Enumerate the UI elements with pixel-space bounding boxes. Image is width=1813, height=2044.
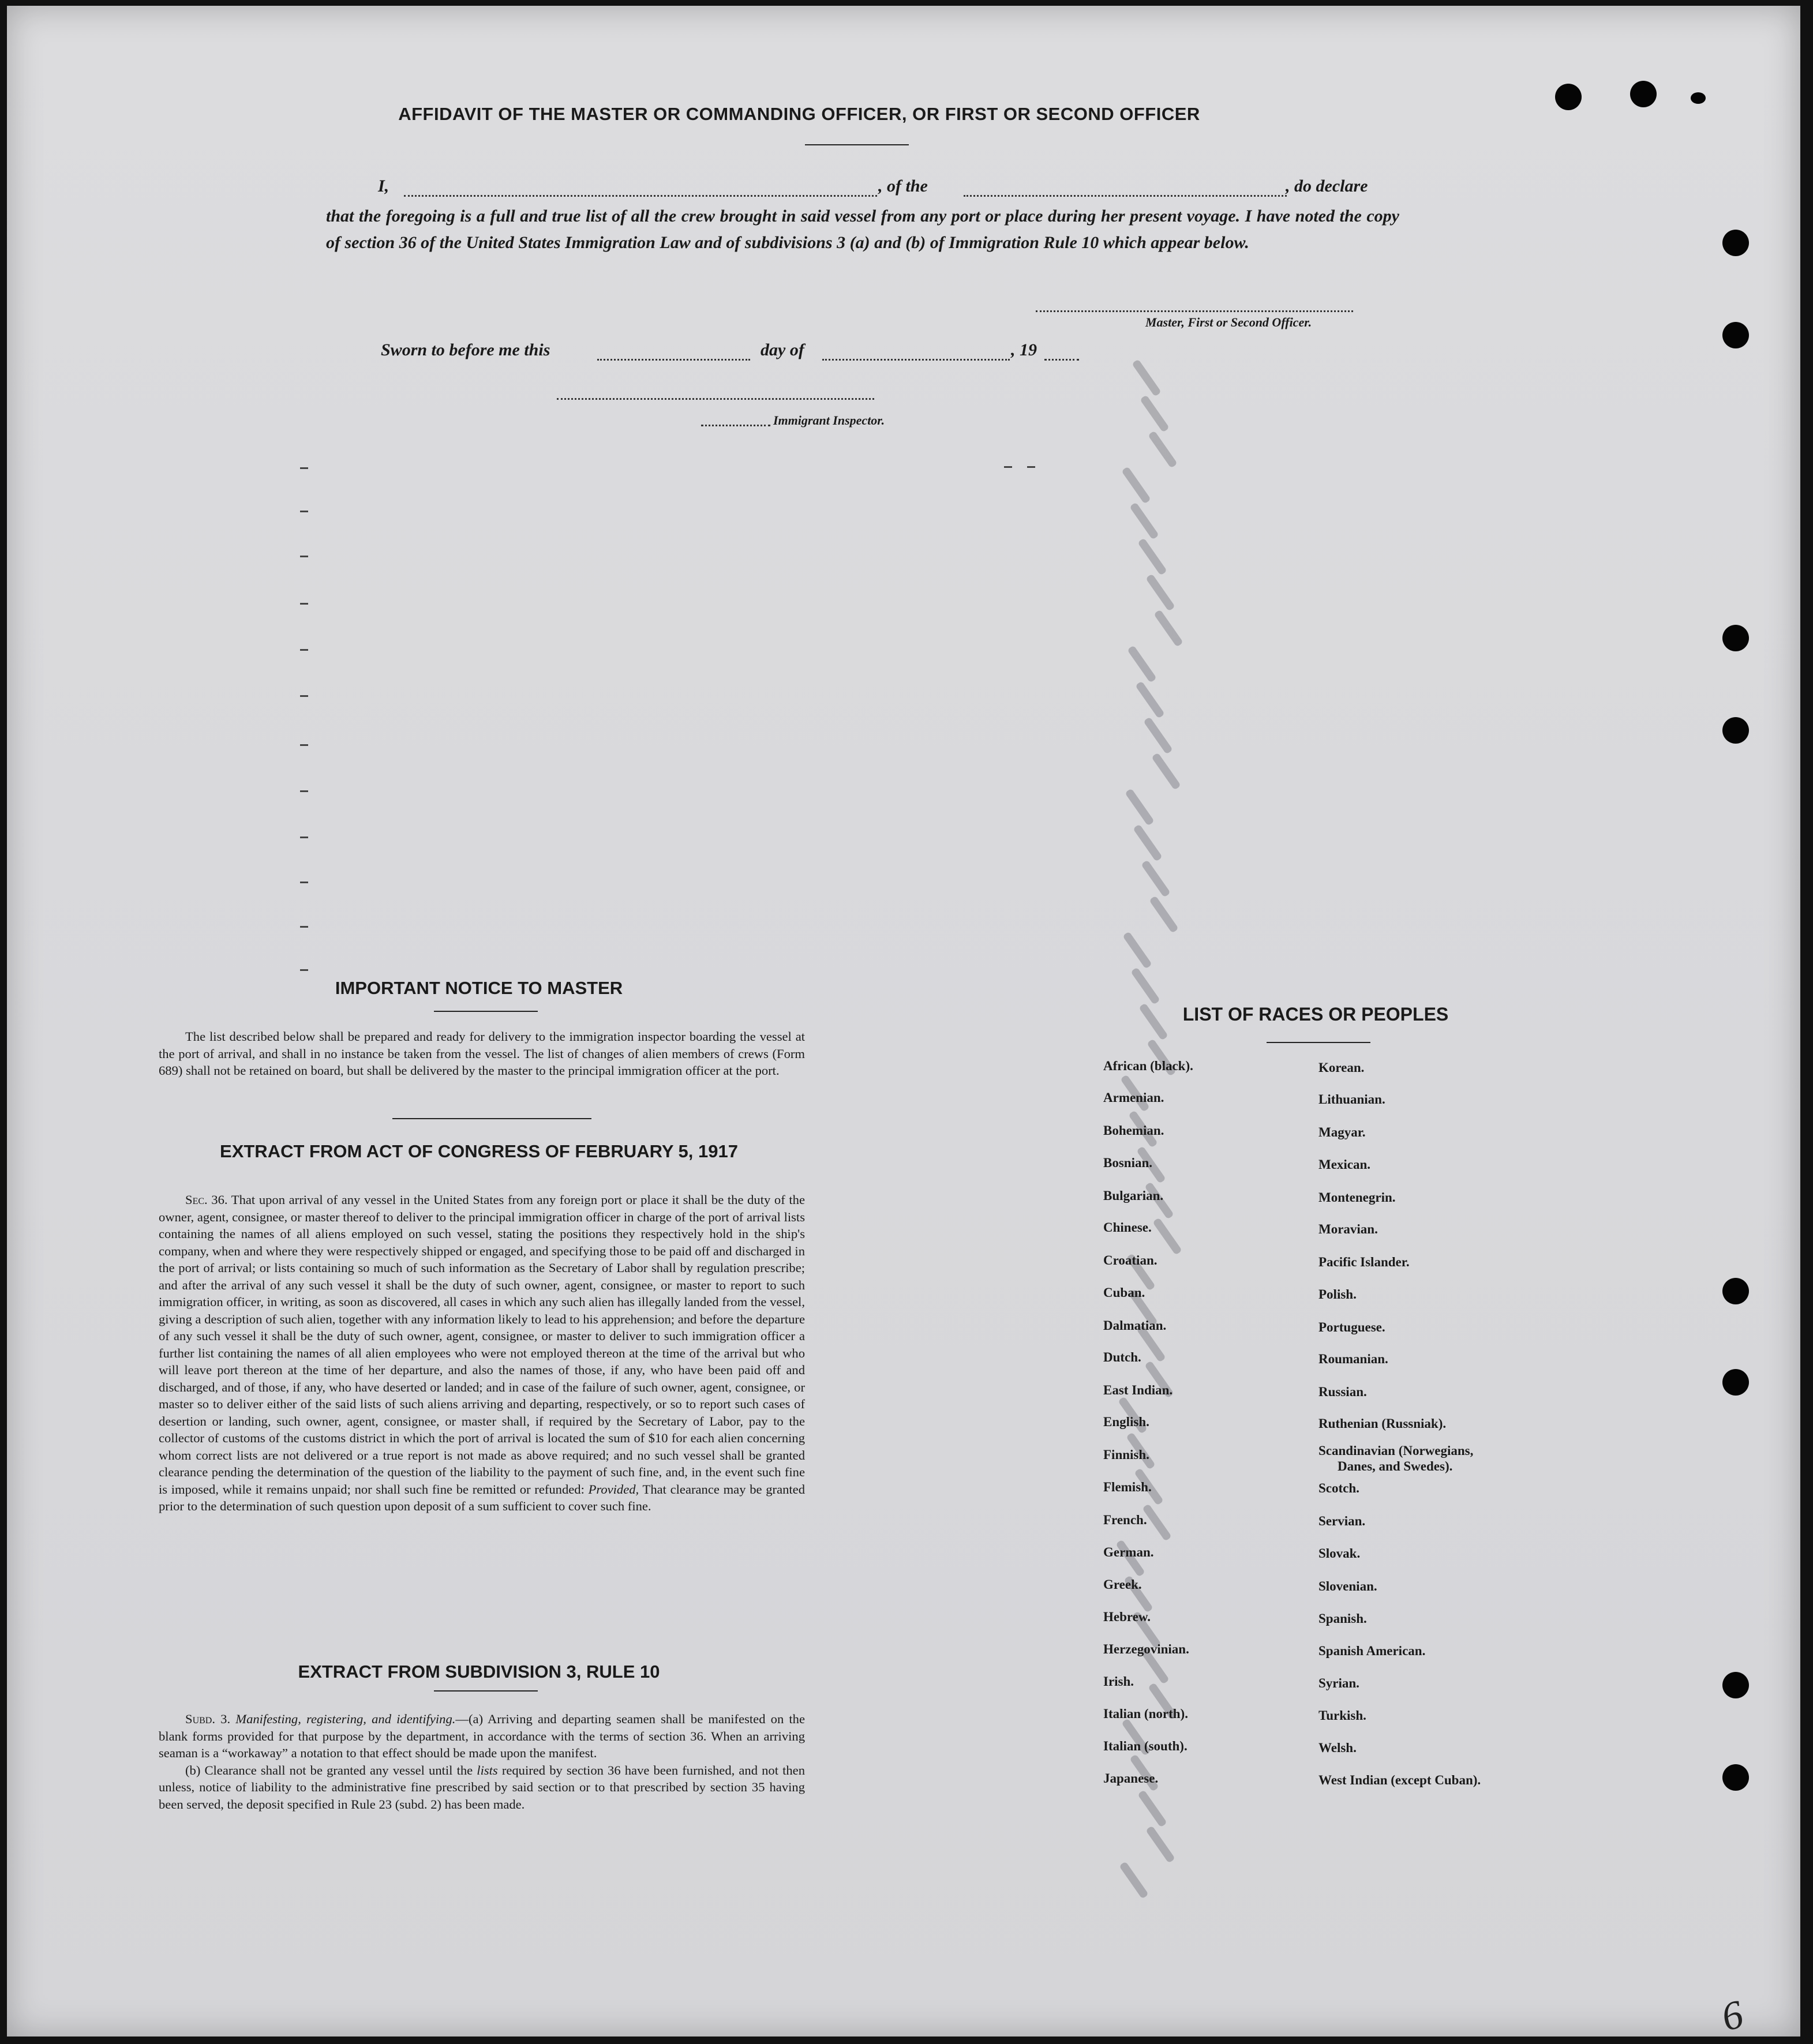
sworn-day-of: day of — [761, 340, 804, 359]
inspector-label: Immigrant Inspector. — [773, 413, 885, 427]
race-item: Flemish. — [1103, 1480, 1152, 1494]
rule-underline — [434, 1690, 538, 1692]
declare-do-declare: , do declare — [1286, 177, 1368, 196]
punch-hole — [1722, 230, 1749, 256]
race-item: Italian (south). — [1103, 1739, 1188, 1753]
race-item: Roumanian. — [1318, 1352, 1388, 1366]
row-tick — [300, 511, 308, 512]
act-paragraph — [159, 1191, 805, 1515]
rule-para-a: —(a) Arriving and departing seamen shall be manifested on the blank forms provided for that purpose by the department, in accordance with the terms of section 36. When an arriving seaman is a “workaway” a notation to that effect should be made upon the manifest. — [159, 1712, 805, 1760]
race-item: Finnish. — [1103, 1447, 1149, 1462]
rule-subd-heading: Manifesting, registering, and identifying. — [235, 1712, 456, 1726]
race-item: Croatian. — [1103, 1253, 1158, 1267]
punch-hole — [1722, 717, 1749, 744]
rule-subd-label: Subd. 3. — [185, 1712, 231, 1726]
race-item: Scotch. — [1318, 1481, 1359, 1495]
row-tick — [300, 969, 308, 971]
race-item: Slovenian. — [1318, 1579, 1377, 1593]
notice-divider — [392, 1118, 591, 1119]
punch-hole — [1722, 1278, 1749, 1304]
race-item: Moravian. — [1318, 1222, 1378, 1236]
race-item: Bulgarian. — [1103, 1188, 1164, 1203]
declare-i: I, — [378, 177, 389, 196]
inspector-dots — [701, 425, 770, 426]
notice-title: IMPORTANT NOTICE TO MASTER — [335, 978, 623, 998]
name-blank — [404, 195, 877, 197]
race-item: Hebrew. — [1103, 1610, 1151, 1624]
race-item: Pacific Islander. — [1318, 1255, 1410, 1269]
race-item: Chinese. — [1103, 1220, 1152, 1235]
notice-text — [159, 1028, 805, 1079]
row-tick — [300, 695, 308, 697]
race-item: Polish. — [1318, 1287, 1357, 1302]
race-item: Turkish. — [1318, 1708, 1366, 1723]
race-item: Korean. — [1318, 1060, 1365, 1075]
race-item: Montenegrin. — [1318, 1190, 1396, 1205]
race-item: Japanese. — [1103, 1771, 1159, 1786]
row-tick — [300, 882, 308, 883]
rule-text — [159, 1711, 805, 1813]
notice-underline — [434, 1011, 538, 1012]
punch-hole — [1722, 1764, 1749, 1791]
race-item: Danes, and Swedes). — [1338, 1459, 1453, 1473]
punch-hole — [1722, 1369, 1749, 1396]
races-underline — [1267, 1042, 1370, 1043]
race-item: Russian. — [1318, 1385, 1367, 1399]
race-item: Bohemian. — [1103, 1123, 1164, 1138]
punch-hole — [1722, 322, 1749, 348]
row-tick — [300, 790, 308, 792]
sworn-prefix: Sworn to before me this — [381, 340, 550, 359]
row-tick — [300, 837, 308, 838]
race-item: Syrian. — [1318, 1676, 1359, 1690]
race-item: Lithuanian. — [1318, 1092, 1385, 1107]
act-provided: Provided, — [588, 1482, 639, 1497]
row-tick — [300, 556, 308, 557]
sworn-year-blank — [1044, 359, 1079, 361]
race-item: Scandinavian (Norwegians, — [1318, 1443, 1474, 1458]
sworn-year: , 19 — [1011, 340, 1037, 359]
row-tick — [300, 744, 308, 746]
act-body-end: That clearance may be granted prior to the determination of such question upon deposit of a sum sufficient to cover such fine. — [159, 1482, 805, 1513]
race-item: Spanish American. — [1318, 1644, 1426, 1658]
rule-para-b-lists: lists — [477, 1762, 498, 1777]
row-tick — [300, 603, 308, 605]
master-signature-label: Master, First or Second Officer. — [1145, 315, 1312, 329]
rule-para-b-end: required by section 36 have been furnished, and not then unless, notice of liability to the administrative fine prescribed by said section or to that prescribed by section 35 having been served, the deposit specified in Rule 23 (subd. 2) has been made. — [159, 1762, 805, 1812]
sworn-day-blank — [597, 359, 750, 361]
race-item: Servian. — [1318, 1514, 1366, 1528]
row-tick — [300, 467, 308, 469]
race-item: Herzegovinian. — [1103, 1642, 1189, 1656]
rule-paragraph-a — [159, 1711, 805, 1762]
declare-of-the: , of the — [878, 177, 928, 196]
race-item: Greek. — [1103, 1577, 1142, 1592]
races-title: LIST OF RACES OR PEOPLES — [1182, 1004, 1449, 1025]
race-item: Welsh. — [1318, 1741, 1357, 1755]
rule-title: EXTRACT FROM SUBDIVISION 3, RULE 10 — [298, 1662, 660, 1682]
rule-para-b-start: (b) Clearance shall not be granted any vessel until the — [185, 1762, 477, 1777]
rule-paragraph-b — [159, 1762, 805, 1813]
corner-handwritten-mark: 6 — [1717, 1992, 1748, 2041]
title-underline — [805, 144, 909, 145]
race-item: Irish. — [1103, 1674, 1134, 1689]
race-item: Italian (north). — [1103, 1707, 1188, 1721]
act-text — [159, 1191, 805, 1515]
row-tick — [300, 926, 308, 928]
vessel-blank — [964, 195, 1287, 197]
race-item: Slovak. — [1318, 1546, 1361, 1561]
row-tick — [1004, 466, 1012, 468]
inspector-signature-line — [557, 398, 874, 400]
race-item: German. — [1103, 1545, 1154, 1559]
race-item: Spanish. — [1318, 1611, 1367, 1626]
notice-paragraph: The list described below shall be prepared and ready for delivery to the immigration inspector boarding the vessel at the port of arrival, and shall in no instance be taken from the vessel. The list of changes of alien members of crews (Form 689) shall not be retained on board, but shall be delivered by the master to the principal immigration officer at the port. — [159, 1029, 805, 1078]
master-signature-line — [1036, 310, 1353, 312]
race-item: Armenian. — [1103, 1090, 1164, 1105]
race-item: Dutch. — [1103, 1350, 1141, 1364]
race-item: African (black). — [1103, 1059, 1193, 1073]
race-item: Bosnian. — [1103, 1156, 1153, 1170]
race-item: Cuban. — [1103, 1285, 1145, 1300]
punch-hole — [1722, 625, 1749, 651]
race-item: Mexican. — [1318, 1157, 1371, 1172]
row-tick — [1027, 466, 1035, 468]
race-item: Magyar. — [1318, 1125, 1366, 1139]
race-item: Ruthenian (Russniak). — [1318, 1416, 1447, 1431]
race-item: East Indian. — [1103, 1383, 1173, 1397]
race-item: West Indian (except Cuban). — [1318, 1773, 1481, 1787]
race-item: English. — [1103, 1415, 1149, 1429]
act-body: That upon arrival of any vessel in the United States from any foreign port or place it shall be the duty of the owner, agent, consignee, or master thereof to deliver to the principal immigration officer in charge of the port of arrival lists containing the names of all aliens employed on such vessel, stating the positions they respectively hold in the ship's company, when and where they were respectively shipped or engaged, and specifying those to be paid off and discharged in the port of arrival; or lists containing so much of such information as the Secretary of Labor shall by regulation prescribe; and after the arrival of any such vessel it shall be the duty of such owner, agent, consignee, or master to report to such immigration officer, in writing, as soon as discovered, all cases in which any such alien has illegally landed from the vessel, giving a description of such alien, together with any information likely to lead to his apprehension; and before the departure of any such vessel it shall be the duty of such owner, agent, consignee, or master to deliver to such immigration officer a further list containing the names of all alien employees who were not employed thereon at the time of the arrival but who will leave port thereon at the time of her departure, and also the names of those, if any, who have been paid off and discharged, and of those, if any, who have deserted or landed; and in case of the failure of such owner, agent, consignee, or master so to deliver either of the said lists of such aliens arriving and departing, respectively, or so to report such cases of desertion or landing, such owner, agent, consignee, or master shall, if required by the Secretary of Labor, pay to the collector of customs of the customs district in which the port of arrival is located the sum of $10 for each alien concerning whom correct lists are not delivered or a true report is not made as above required; and no such vessel shall be granted clearance pending the determination of the question of the liability to the payment of such fine, and, in the event such fine is imposed, while it remains unpaid; nor shall such fine be remitted or refunded: — [159, 1192, 805, 1497]
affidavit-statement: that the foregoing is a full and true list of all the crew brought in said vessel from any port or place during her present voyage. I have noted the copy of section 36 of the United States Immigration Law and of subdivisions 3 (a) and (b) of Immigration Rule 10 which appear below. — [326, 207, 1399, 252]
act-title: EXTRACT FROM ACT OF CONGRESS OF FEBRUARY 5, 1917 — [220, 1141, 738, 1161]
row-tick — [300, 649, 308, 651]
act-sec-label: Sec. 36. — [185, 1192, 228, 1207]
punch-hole — [1630, 81, 1657, 107]
affidavit-title: AFFIDAVIT OF THE MASTER OR COMMANDING OFFICER, OR FIRST OR SECOND OFFICER — [398, 104, 1200, 124]
punch-hole — [1691, 92, 1706, 104]
race-item: Portuguese. — [1318, 1320, 1385, 1334]
sworn-month-blank — [822, 359, 1010, 361]
race-item: Dalmatian. — [1103, 1318, 1167, 1333]
race-item: French. — [1103, 1513, 1147, 1527]
punch-hole — [1722, 1672, 1749, 1698]
